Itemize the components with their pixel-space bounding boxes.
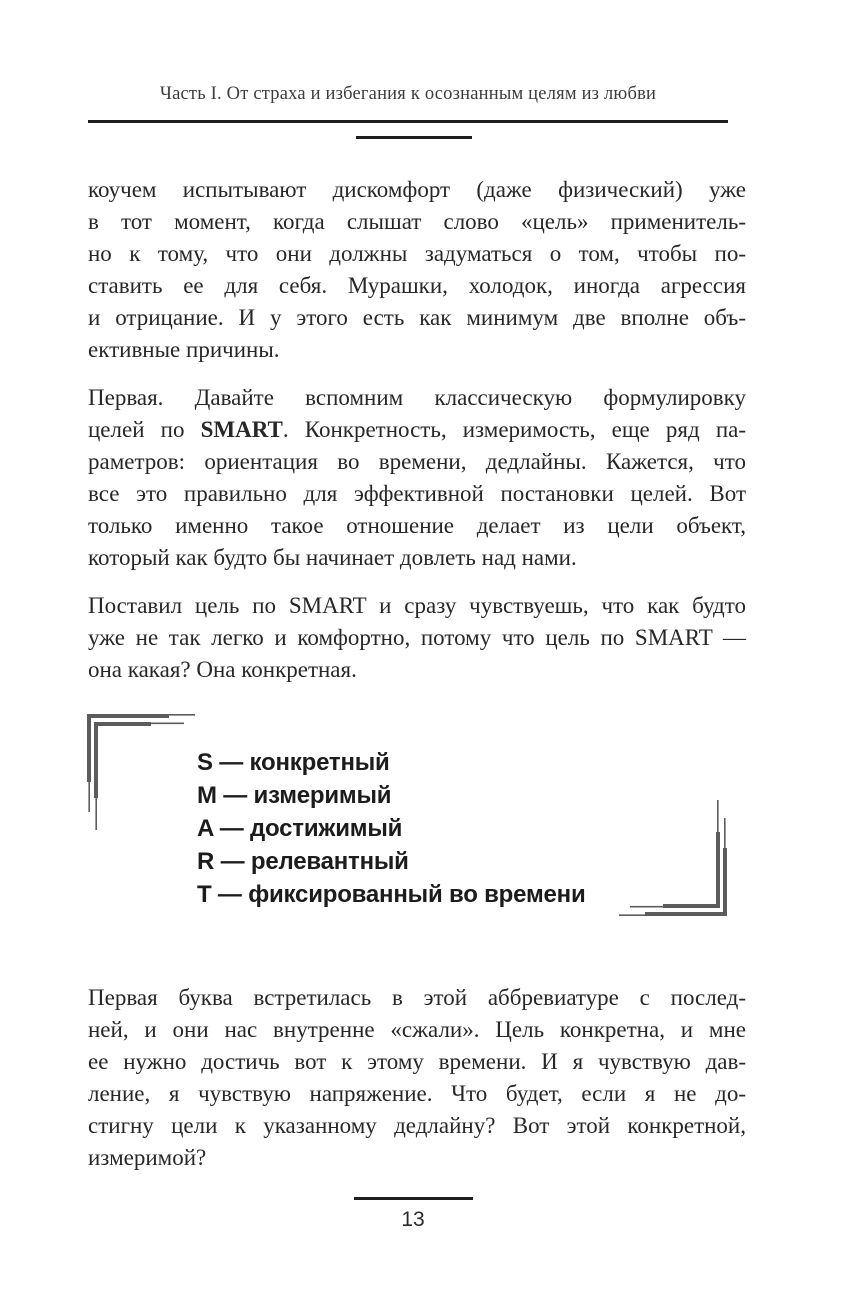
text-line: только именно такое отношение делает из цели объект, <box>88 513 746 538</box>
text-line: ней, и они нас внутренне «сжали». Цель конкретна, и мне <box>88 1017 746 1042</box>
text-line: она какая? Она конкретная. <box>88 657 357 682</box>
header-rule <box>88 120 728 123</box>
text-line: все это правильно для эффективной постановки целей. Вот <box>88 481 746 506</box>
text-line: целей по SMART. Конкретность, измеримость, еще ряд па- <box>88 417 746 442</box>
text-line: Первая буква встретилась в этой аббревиатуре с послед- <box>88 985 746 1010</box>
text-line: который как будто бы начинает довлеть над нами. <box>88 545 577 570</box>
text-line: уже не так легко и комфортно, потому что цель по SMART — <box>88 625 746 650</box>
text-line: раметров: ориентация во времени, дедлайны. Кажется, что <box>88 449 746 474</box>
smart-list-item: S — конкретный <box>197 749 390 776</box>
smart-acronym-list <box>197 746 586 911</box>
footer-rule <box>354 1197 473 1200</box>
paragraph <box>88 174 746 366</box>
paragraphs-before-box <box>88 174 746 686</box>
corner-ornament-top-left <box>87 712 197 830</box>
smart-list-item: R — релевантный <box>197 848 409 875</box>
text-line: измеримой? <box>88 1145 207 1170</box>
text-line: но к тому, что они должны задуматься о том, чтобы по- <box>88 241 746 266</box>
header-divider-short <box>356 136 472 139</box>
text-line: ставить ее для себя. Мурашки, холодок, иногда агрессия <box>88 273 746 298</box>
text-line: Поставил цель по SMART и сразу чувствуешь, что как будто <box>88 593 746 618</box>
text-line: в тот момент, когда слышат слово «цель» применитель- <box>88 209 746 234</box>
corner-ornament-bottom-right <box>617 800 727 918</box>
smart-list-item: M — измеримый <box>197 782 392 809</box>
text-line: коучем испытывают дискомфорт (даже физический) уже <box>88 177 746 202</box>
text-line: стигну цели к указанному дедлайну? Вот этой конкретной, <box>88 1113 746 1138</box>
paragraphs-after-box <box>88 982 746 1174</box>
paragraph <box>88 982 746 1174</box>
text-line: ление, я чувствую напряжение. Что будет, если я не до- <box>88 1081 746 1106</box>
page-number: 13 <box>401 1208 425 1231</box>
running-header: Часть I. От страха и избегания к осознанным целям из любви <box>159 84 657 104</box>
smart-list-item: T — фиксированный во времени <box>197 881 586 908</box>
text-line: и отрицание. И у этого есть как минимум две вполне объ- <box>88 305 746 330</box>
text-line: ективные причины. <box>88 337 280 362</box>
smart-list-item: A — достижимый <box>197 815 403 842</box>
text-line: ее нужно достичь вот к этому времени. И я чувствую дав- <box>88 1049 746 1074</box>
text-line: Первая. Давайте вспомним классическую формулировку <box>88 385 746 410</box>
paragraph <box>88 382 746 574</box>
paragraph <box>88 590 746 686</box>
